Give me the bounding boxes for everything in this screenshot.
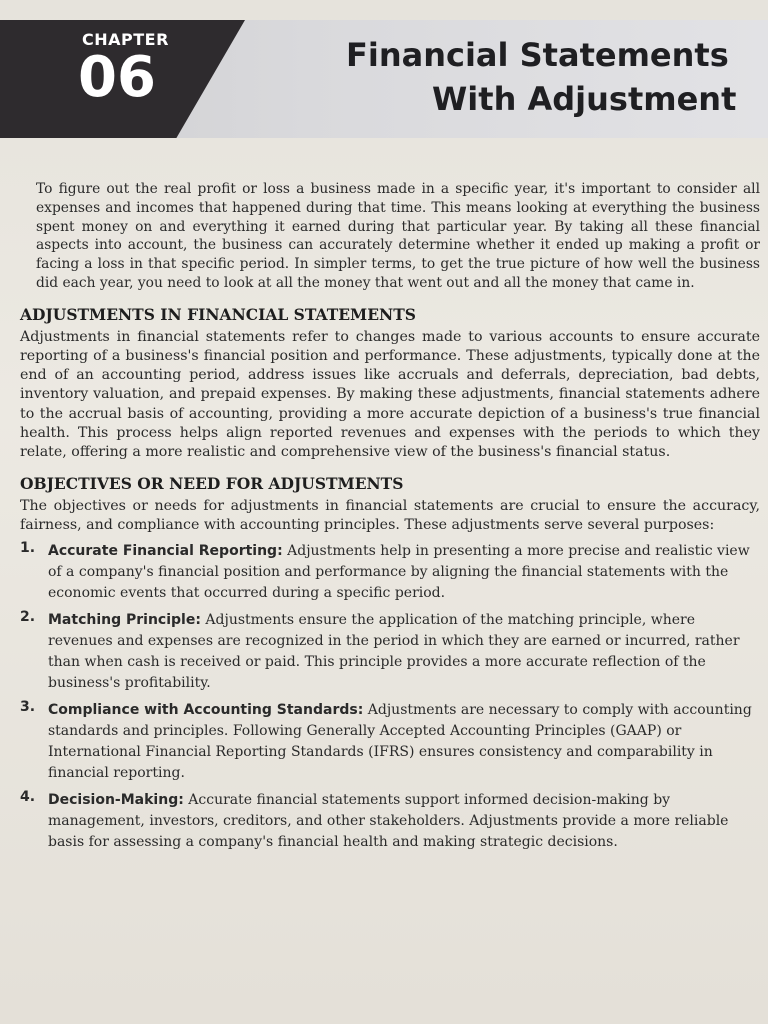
page-content bbox=[20, 180, 760, 858]
list-item-title: Accurate Financial Reporting: bbox=[48, 542, 283, 559]
list-item-text: Accurate financial statements support informed decision-making by management, investors, creditors, and other stakeholders. Adjustments provide a more reliable basis for assessing a company's financial health and making strategic decisions. bbox=[48, 791, 729, 850]
list-item-text: Adjustments ensure the application of the matching principle, where revenues and expenses are recognized in the period in which they are earned or incurred, rather than when cash is received or paid. This principle provides a more accurate reflection of the business's profitability. bbox=[48, 611, 740, 691]
objectives-paragraph: The objectives or needs for adjustments in financial statements are crucial to ensure the accuracy, fairness, and compliance with accounting principles. These adjustments serve several purposes: bbox=[20, 498, 760, 534]
list-item bbox=[20, 699, 760, 783]
list-item-title: Compliance with Accounting Standards: bbox=[48, 701, 364, 718]
chapter-label: CHAPTER bbox=[82, 30, 169, 49]
list-item-title: Decision-Making: bbox=[48, 791, 184, 808]
list-item-text: Adjustments are necessary to comply with accounting standards and principles. Following Generally Accepted Accounting Principles (GAAP) or International Financial Reporting Standards (IFRS) ensures consistency and comparability in financial reporting. bbox=[48, 701, 752, 781]
list-item-number: 3. bbox=[20, 698, 36, 715]
list-item bbox=[20, 609, 760, 693]
adjustments-paragraph: Adjustments in financial statements refer to changes made to various accounts to ensure accurate reporting of a business's financial position and performance. These adjustments, typically done at the end of an accounting period, address issues like accruals and deferrals, depreciation, bad debts, inventory valuation, and prepaid expenses. By making these adjustments, financial statements adhere to the accrual basis of accounting, providing a more accurate depiction of a business's true financial health. This process helps align reported revenues and expenses with the periods to which they relate, offering a more realistic and comprehensive view of the business's financial status. bbox=[20, 328, 760, 460]
list-item bbox=[20, 789, 760, 852]
intro-paragraph: To figure out the real profit or loss a business made in a specific year, it's important to consider all expenses and incomes that happened during that time. This means looking at everything the business spent money on and everything it earned during that particular year. By taking all these financial aspects into account, the business can accurately determine whether it ended up making a profit or facing a loss in that specific period. In simpler terms, to get the true picture of how well the business did each year, you need to look at all the money that went out and all the money that came in. bbox=[36, 181, 760, 291]
list-item bbox=[20, 540, 760, 603]
list-item-text: Adjustments help in presenting a more precise and realistic view of a company's financial position and performance by aligning the financial statements with the economic events that occurred during a specific period. bbox=[48, 542, 750, 601]
section-heading-objectives: OBJECTIVES OR NEED FOR ADJUSTMENTS bbox=[20, 474, 404, 494]
list-item-number: 2. bbox=[20, 608, 36, 625]
objectives-list bbox=[20, 540, 760, 852]
list-item-number: 1. bbox=[20, 539, 36, 556]
section-heading-adjustments: ADJUSTMENTS IN FINANCIAL STATEMENTS bbox=[20, 304, 416, 324]
list-item-number: 4. bbox=[20, 788, 36, 805]
chapter-title-line1: Financial Statements bbox=[346, 36, 729, 74]
chapter-title-line2: With Adjustment bbox=[432, 80, 737, 118]
chapter-number: 06 bbox=[78, 45, 156, 110]
list-item-title: Matching Principle: bbox=[48, 611, 201, 628]
